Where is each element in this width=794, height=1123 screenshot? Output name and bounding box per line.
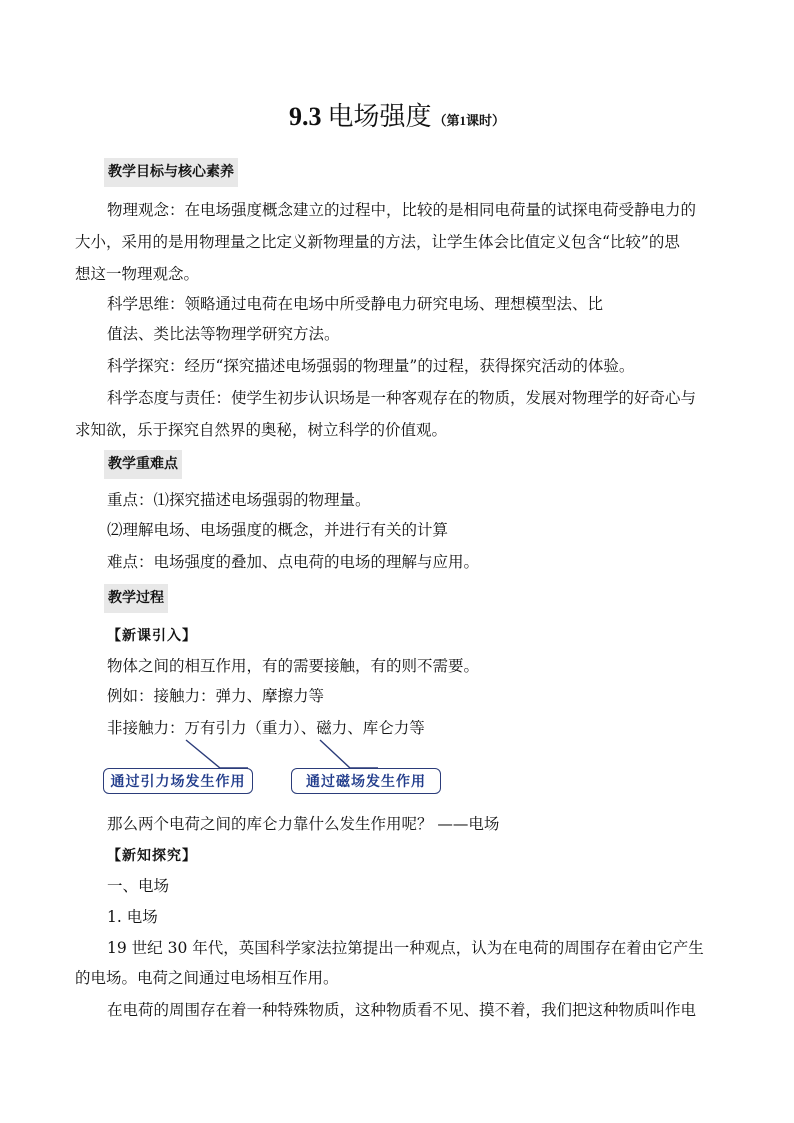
goals-scientific-thinking-line2: 值法、类比法等物理学研究方法。 [107, 325, 340, 343]
para1-line2: 的电场。电荷之间通过电场相互作用。 [75, 969, 339, 987]
section-title-electric-field: 一、电场 [107, 877, 170, 895]
goals-physics-concept-line1: 物理观念：在电场强度概念建立的过程中，比较的是相同电荷量的试探电荷受静电力的 [107, 201, 697, 219]
callout-gravity-field: 通过引力场发生作用 [103, 768, 253, 794]
explore-bracket-label: 【新知探究】 [107, 848, 197, 864]
para1-line1: 19 世纪 30 年代，英国科学家法拉第提出一种观点，认为在电荷的周围存在着由它产生 [107, 939, 704, 957]
goals-physics-concept-line2: 大小，采用的是用物理量之比定义新物理量的方法，让学生体会比值定义包含“比较”的思 [75, 233, 680, 251]
para2-line1: 在电荷的周围存在着一种特殊物质，这种物质看不见、摸不着，我们把这种物质叫作电 [107, 1001, 697, 1019]
goals-scientific-thinking-line1: 科学思维：领略通过电荷在电场中所受静电力研究电场、理想模型法、比 [107, 295, 604, 313]
goals-scientific-inquiry-line1: 科学探究：经历“探究描述电场强弱的物理量”的过程，获得探究活动的体验。 [107, 357, 635, 375]
title-number: 9.3 [288, 102, 322, 131]
subsection-title-electric-field: 1. 电场 [107, 908, 158, 926]
intro-line1: 物体之间的相互作用，有的需要接触，有的则不需要。 [107, 657, 480, 675]
difficulty-line: 难点：电场强度的叠加、点电荷的电场的理解与应用。 [107, 553, 480, 571]
goals-attitude-line2: 求知欲，乐于探究自然界的奥秘，树立科学的价值观。 [75, 421, 448, 439]
title-lesson-note: （第1课时） [433, 113, 506, 128]
title-main: 电场强度 [327, 102, 432, 131]
magnetic-connector [320, 740, 378, 768]
question-line: 那么两个电荷之间的库仑力靠什么发生作用呢？ ——电场 [107, 815, 500, 833]
gravity-connector [186, 740, 248, 768]
section-header-goals: 教学目标与核心素养 [104, 158, 238, 187]
goals-attitude-line1: 科学态度与责任：使学生初步认识场是一种客观存在的物质，发展对物理学的好奇心与 [107, 389, 697, 407]
key-point-line1: 重点：⑴探究描述电场强弱的物理量。 [107, 491, 371, 509]
intro-bracket-label: 【新课引入】 [107, 628, 197, 644]
section-header-process: 教学过程 [104, 584, 168, 613]
intro-line3: 非接触力：万有引力（重力）、磁力、库仑力等 [107, 719, 425, 737]
key-point-line2: ⑵理解电场、电场强度的概念，并进行有关的计算 [107, 521, 449, 539]
section-header-key-points: 教学重难点 [104, 450, 182, 479]
intro-line2: 例如：接触力：弹力、摩擦力等 [107, 687, 325, 705]
callout-magnetic-field: 通过磁场发生作用 [291, 768, 441, 794]
goals-physics-concept-line3: 想这一物理观念。 [75, 265, 200, 283]
